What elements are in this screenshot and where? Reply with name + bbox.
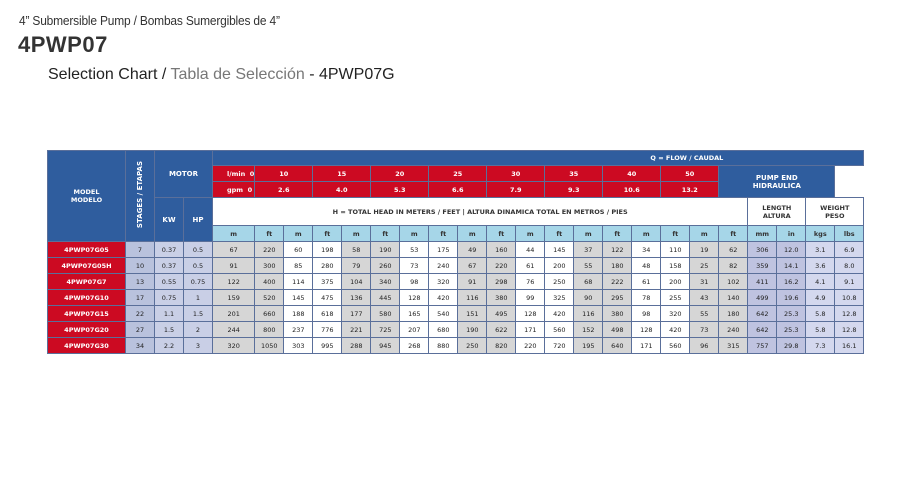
head-ft-cell: 560 <box>661 338 690 354</box>
head-ft-cell: 198 <box>313 242 342 258</box>
flow-lmin-4: 25 <box>429 166 487 182</box>
length-es: ALTURA <box>762 211 791 220</box>
head-ft-cell: 250 <box>545 274 574 290</box>
model-header <box>48 151 126 242</box>
head-m-cell: 73 <box>690 322 719 338</box>
head-ft-cell: 400 <box>255 274 284 290</box>
unit-m-header: m <box>342 226 371 242</box>
table-row <box>48 306 864 322</box>
head-ft-cell: 475 <box>313 290 342 306</box>
length-en: LENGTH <box>762 203 792 212</box>
head-m-cell: 67 <box>458 258 487 274</box>
head-m-cell: 201 <box>213 306 255 322</box>
head-m-cell: 78 <box>632 290 661 306</box>
head-m-cell: 221 <box>342 322 371 338</box>
pump-end-header <box>719 166 835 198</box>
length-mm-cell: 499 <box>748 290 777 306</box>
head-ft-cell: 260 <box>371 258 400 274</box>
flow-header: Q = FLOW / CAUDAL <box>213 151 864 166</box>
weight-es: PESO <box>825 211 845 220</box>
unit-ft-header: ft <box>719 226 748 242</box>
head-ft-cell: 800 <box>255 322 284 338</box>
head-m-cell: 128 <box>400 290 429 306</box>
head-ft-cell: 298 <box>487 274 516 290</box>
unit-ft-header: ft <box>603 226 632 242</box>
unit-m-header: m <box>213 226 255 242</box>
flow-lmin-2: 15 <box>313 166 371 182</box>
head-m-cell: 145 <box>284 290 313 306</box>
weight-kgs-cell: 3.6 <box>806 258 835 274</box>
kw-header: KW <box>155 198 184 242</box>
head-ft-cell: 640 <box>603 338 632 354</box>
head-m-cell: 116 <box>458 290 487 306</box>
head-ft-cell: 295 <box>603 290 632 306</box>
head-m-cell: 48 <box>632 258 661 274</box>
stages-cell: 22 <box>126 306 155 322</box>
head-ft-cell: 175 <box>429 242 458 258</box>
kw-cell: 0.37 <box>155 242 184 258</box>
unit-ft-header: ft <box>487 226 516 242</box>
length-in-cell: 14.1 <box>777 258 806 274</box>
unit-lbs-header: lbs <box>835 226 864 242</box>
head-header: H = TOTAL HEAD IN METERS / FEET | ALTURA DINAMICA TOTAL EN METROS / PIES <box>213 198 748 226</box>
unit-m-header: m <box>284 226 313 242</box>
hp-cell: 1.5 <box>184 306 213 322</box>
unit-ft-header: ft <box>313 226 342 242</box>
head-ft-cell: 122 <box>603 242 632 258</box>
table-row <box>48 338 864 354</box>
kw-cell: 0.75 <box>155 290 184 306</box>
head-m-cell: 171 <box>516 322 545 338</box>
head-ft-cell: 560 <box>545 322 574 338</box>
head-m-cell: 96 <box>690 338 719 354</box>
weight-kgs-cell: 4.9 <box>806 290 835 306</box>
head-ft-cell: 160 <box>487 242 516 258</box>
model-header-es: MODELO <box>70 196 103 204</box>
head-m-cell: 171 <box>632 338 661 354</box>
table-row <box>48 290 864 306</box>
unit-in-header: in <box>777 226 806 242</box>
head-m-cell: 61 <box>516 258 545 274</box>
head-ft-cell: 498 <box>603 322 632 338</box>
head-m-cell: 73 <box>400 258 429 274</box>
length-in-cell: 29.8 <box>777 338 806 354</box>
table-row <box>48 322 864 338</box>
head-m-cell: 244 <box>213 322 255 338</box>
head-m-cell: 237 <box>284 322 313 338</box>
length-mm-cell: 642 <box>748 322 777 338</box>
product-subtitle: 4” Submersible Pump / Bombas Sumergibles de 4” <box>19 13 280 28</box>
head-m-cell: 188 <box>284 306 313 322</box>
head-m-cell: 128 <box>632 322 661 338</box>
head-ft-cell: 540 <box>429 306 458 322</box>
head-m-cell: 61 <box>632 274 661 290</box>
head-ft-cell: 240 <box>429 258 458 274</box>
head-ft-cell: 280 <box>313 258 342 274</box>
head-ft-cell: 102 <box>719 274 748 290</box>
head-m-cell: 90 <box>574 290 603 306</box>
length-in-cell: 16.2 <box>777 274 806 290</box>
flow-lmin-8: 50 <box>661 166 719 182</box>
weight-lbs-cell: 12.8 <box>835 306 864 322</box>
head-ft-cell: 420 <box>429 290 458 306</box>
head-m-cell: 60 <box>284 242 313 258</box>
selection-table <box>47 150 864 354</box>
flow-gpm-4: 6.6 <box>429 182 487 198</box>
head-m-cell: 151 <box>458 306 487 322</box>
hp-cell: 1 <box>184 290 213 306</box>
head-ft-cell: 180 <box>603 258 632 274</box>
head-ft-cell: 110 <box>661 242 690 258</box>
head-m-cell: 190 <box>458 322 487 338</box>
head-ft-cell: 520 <box>255 290 284 306</box>
stages-cell: 17 <box>126 290 155 306</box>
head-ft-cell: 420 <box>661 322 690 338</box>
flow-gpm-3: 5.3 <box>371 182 429 198</box>
head-ft-cell: 618 <box>313 306 342 322</box>
kw-cell: 2.2 <box>155 338 184 354</box>
unit-ft-header: ft <box>429 226 458 242</box>
kw-cell: 0.37 <box>155 258 184 274</box>
unit-ft-header: ft <box>255 226 284 242</box>
head-ft-cell: 325 <box>545 290 574 306</box>
unit-ft-header: ft <box>661 226 690 242</box>
head-m-cell: 98 <box>632 306 661 322</box>
head-ft-cell: 995 <box>313 338 342 354</box>
flow-lmin-1: 10 <box>255 166 313 182</box>
head-ft-cell: 158 <box>661 258 690 274</box>
length-mm-cell: 757 <box>748 338 777 354</box>
head-ft-cell: 82 <box>719 258 748 274</box>
head-ft-cell: 190 <box>371 242 400 258</box>
unit-ft-header: ft <box>545 226 574 242</box>
head-m-cell: 37 <box>574 242 603 258</box>
weight-kgs-cell: 5.8 <box>806 306 835 322</box>
weight-lbs-cell: 10.8 <box>835 290 864 306</box>
flow-lmin-3: 20 <box>371 166 429 182</box>
flow-lmin-6: 35 <box>545 166 603 182</box>
kw-cell: 0.55 <box>155 274 184 290</box>
unit-ft-header: ft <box>371 226 400 242</box>
head-ft-cell: 580 <box>371 306 400 322</box>
head-m-cell: 303 <box>284 338 313 354</box>
head-ft-cell: 200 <box>545 258 574 274</box>
unit-m-header: m <box>690 226 719 242</box>
head-m-cell: 79 <box>342 258 371 274</box>
table-row <box>48 274 864 290</box>
model-title: 4PWP07 <box>18 32 108 57</box>
head-m-cell: 122 <box>213 274 255 290</box>
head-ft-cell: 62 <box>719 242 748 258</box>
head-m-cell: 58 <box>342 242 371 258</box>
head-ft-cell: 180 <box>719 306 748 322</box>
unit-m-header: m <box>632 226 661 242</box>
hp-cell: 0.75 <box>184 274 213 290</box>
flow-gpm-6: 9.3 <box>545 182 603 198</box>
head-m-cell: 114 <box>284 274 313 290</box>
unit-m-header: m <box>516 226 545 242</box>
weight-kgs-cell: 4.1 <box>806 274 835 290</box>
flow-lmin-5: 30 <box>487 166 545 182</box>
head-m-cell: 44 <box>516 242 545 258</box>
weight-en: WEIGHT <box>820 203 850 212</box>
flow-lmin-0: 0 <box>249 169 255 178</box>
weight-lbs-cell: 16.1 <box>835 338 864 354</box>
head-ft-cell: 1050 <box>255 338 284 354</box>
table-row <box>48 258 864 274</box>
head-ft-cell: 315 <box>719 338 748 354</box>
head-m-cell: 220 <box>516 338 545 354</box>
stages-cell: 10 <box>126 258 155 274</box>
head-m-cell: 136 <box>342 290 371 306</box>
head-ft-cell: 240 <box>719 322 748 338</box>
unit-m-header: m <box>458 226 487 242</box>
lmin-label-cell <box>213 166 255 182</box>
flow-gpm-2: 4.0 <box>313 182 371 198</box>
head-ft-cell: 320 <box>429 274 458 290</box>
head-m-cell: 320 <box>213 338 255 354</box>
head-ft-cell: 380 <box>487 290 516 306</box>
head-m-cell: 195 <box>574 338 603 354</box>
chart-title-suffix: - 4PWP07G <box>304 66 395 83</box>
pump-end-en: PUMP END <box>755 173 798 182</box>
head-m-cell: 250 <box>458 338 487 354</box>
head-m-cell: 207 <box>400 322 429 338</box>
hp-cell: 0.5 <box>184 258 213 274</box>
head-ft-cell: 720 <box>545 338 574 354</box>
head-m-cell: 104 <box>342 274 371 290</box>
head-ft-cell: 320 <box>661 306 690 322</box>
head-ft-cell: 495 <box>487 306 516 322</box>
hp-cell: 0.5 <box>184 242 213 258</box>
head-m-cell: 159 <box>213 290 255 306</box>
lmin-label: l/min <box>227 169 246 178</box>
head-m-cell: 49 <box>458 242 487 258</box>
head-ft-cell: 420 <box>545 306 574 322</box>
stages-cell: 27 <box>126 322 155 338</box>
head-m-cell: 85 <box>284 258 313 274</box>
head-m-cell: 99 <box>516 290 545 306</box>
head-m-cell: 68 <box>574 274 603 290</box>
pump-end-es: HIDRAULICA <box>752 181 801 190</box>
flow-lmin-7: 40 <box>603 166 661 182</box>
stages-cell: 7 <box>126 242 155 258</box>
table-row <box>48 242 864 258</box>
head-ft-cell: 255 <box>661 290 690 306</box>
head-ft-cell: 220 <box>487 258 516 274</box>
head-m-cell: 31 <box>690 274 719 290</box>
length-mm-cell: 411 <box>748 274 777 290</box>
weight-lbs-cell: 8.0 <box>835 258 864 274</box>
head-m-cell: 128 <box>516 306 545 322</box>
flow-gpm-7: 10.6 <box>603 182 661 198</box>
head-m-cell: 177 <box>342 306 371 322</box>
head-ft-cell: 880 <box>429 338 458 354</box>
model-cell: 4PWP07G10 <box>48 290 126 306</box>
weight-kgs-cell: 5.8 <box>806 322 835 338</box>
head-ft-cell: 140 <box>719 290 748 306</box>
unit-kgs-header: kgs <box>806 226 835 242</box>
head-m-cell: 55 <box>690 306 719 322</box>
head-ft-cell: 200 <box>661 274 690 290</box>
flow-gpm-5: 7.9 <box>487 182 545 198</box>
length-in-cell: 25.3 <box>777 306 806 322</box>
head-m-cell: 91 <box>213 258 255 274</box>
head-ft-cell: 776 <box>313 322 342 338</box>
head-m-cell: 268 <box>400 338 429 354</box>
gpm-label-cell <box>213 182 255 198</box>
flow-gpm-0: 0 <box>247 185 253 194</box>
model-header-en: MODEL <box>73 188 100 196</box>
head-ft-cell: 445 <box>371 290 400 306</box>
head-ft-cell: 380 <box>603 306 632 322</box>
head-ft-cell: 820 <box>487 338 516 354</box>
head-m-cell: 165 <box>400 306 429 322</box>
length-mm-cell: 359 <box>748 258 777 274</box>
weight-lbs-cell: 6.9 <box>835 242 864 258</box>
hp-cell: 3 <box>184 338 213 354</box>
length-header <box>748 198 806 226</box>
length-in-cell: 19.6 <box>777 290 806 306</box>
length-in-cell: 25.3 <box>777 322 806 338</box>
head-ft-cell: 222 <box>603 274 632 290</box>
weight-header <box>806 198 864 226</box>
model-cell: 4PWP07G30 <box>48 338 126 354</box>
head-ft-cell: 340 <box>371 274 400 290</box>
stages-header-label: STAGES / ETAPAS <box>136 161 144 229</box>
head-m-cell: 91 <box>458 274 487 290</box>
length-mm-cell: 306 <box>748 242 777 258</box>
model-cell: 4PWP07G20 <box>48 322 126 338</box>
head-m-cell: 53 <box>400 242 429 258</box>
head-ft-cell: 145 <box>545 242 574 258</box>
gpm-label: gpm <box>227 185 244 194</box>
motor-header: MOTOR <box>155 151 213 198</box>
length-mm-cell: 642 <box>748 306 777 322</box>
kw-cell: 1.1 <box>155 306 184 322</box>
head-ft-cell: 660 <box>255 306 284 322</box>
head-ft-cell: 725 <box>371 322 400 338</box>
head-ft-cell: 300 <box>255 258 284 274</box>
kw-cell: 1.5 <box>155 322 184 338</box>
weight-lbs-cell: 9.1 <box>835 274 864 290</box>
model-cell: 4PWP07G05H <box>48 258 126 274</box>
stages-header <box>126 151 155 242</box>
head-ft-cell: 945 <box>371 338 400 354</box>
length-in-cell: 12.0 <box>777 242 806 258</box>
head-ft-cell: 680 <box>429 322 458 338</box>
flow-gpm-1: 2.6 <box>255 182 313 198</box>
head-ft-cell: 375 <box>313 274 342 290</box>
stages-cell: 34 <box>126 338 155 354</box>
head-ft-cell: 220 <box>255 242 284 258</box>
model-cell: 4PWP07G05 <box>48 242 126 258</box>
chart-title <box>48 66 395 84</box>
head-m-cell: 116 <box>574 306 603 322</box>
unit-m-header: m <box>574 226 603 242</box>
head-m-cell: 288 <box>342 338 371 354</box>
head-ft-cell: 622 <box>487 322 516 338</box>
flow-gpm-8: 13.2 <box>661 182 719 198</box>
head-m-cell: 76 <box>516 274 545 290</box>
chart-title-es: Tabla de Selección <box>170 66 305 83</box>
head-m-cell: 67 <box>213 242 255 258</box>
model-cell: 4PWP07G15 <box>48 306 126 322</box>
stages-cell: 13 <box>126 274 155 290</box>
model-cell: 4PWP07G7 <box>48 274 126 290</box>
head-m-cell: 25 <box>690 258 719 274</box>
head-m-cell: 55 <box>574 258 603 274</box>
weight-lbs-cell: 12.8 <box>835 322 864 338</box>
head-m-cell: 43 <box>690 290 719 306</box>
unit-m-header: m <box>400 226 429 242</box>
head-m-cell: 152 <box>574 322 603 338</box>
head-m-cell: 98 <box>400 274 429 290</box>
hp-header: HP <box>184 198 213 242</box>
unit-mm-header: mm <box>748 226 777 242</box>
head-m-cell: 19 <box>690 242 719 258</box>
weight-kgs-cell: 7.3 <box>806 338 835 354</box>
hp-cell: 2 <box>184 322 213 338</box>
chart-title-en: Selection Chart / <box>48 66 171 83</box>
weight-kgs-cell: 3.1 <box>806 242 835 258</box>
head-m-cell: 34 <box>632 242 661 258</box>
